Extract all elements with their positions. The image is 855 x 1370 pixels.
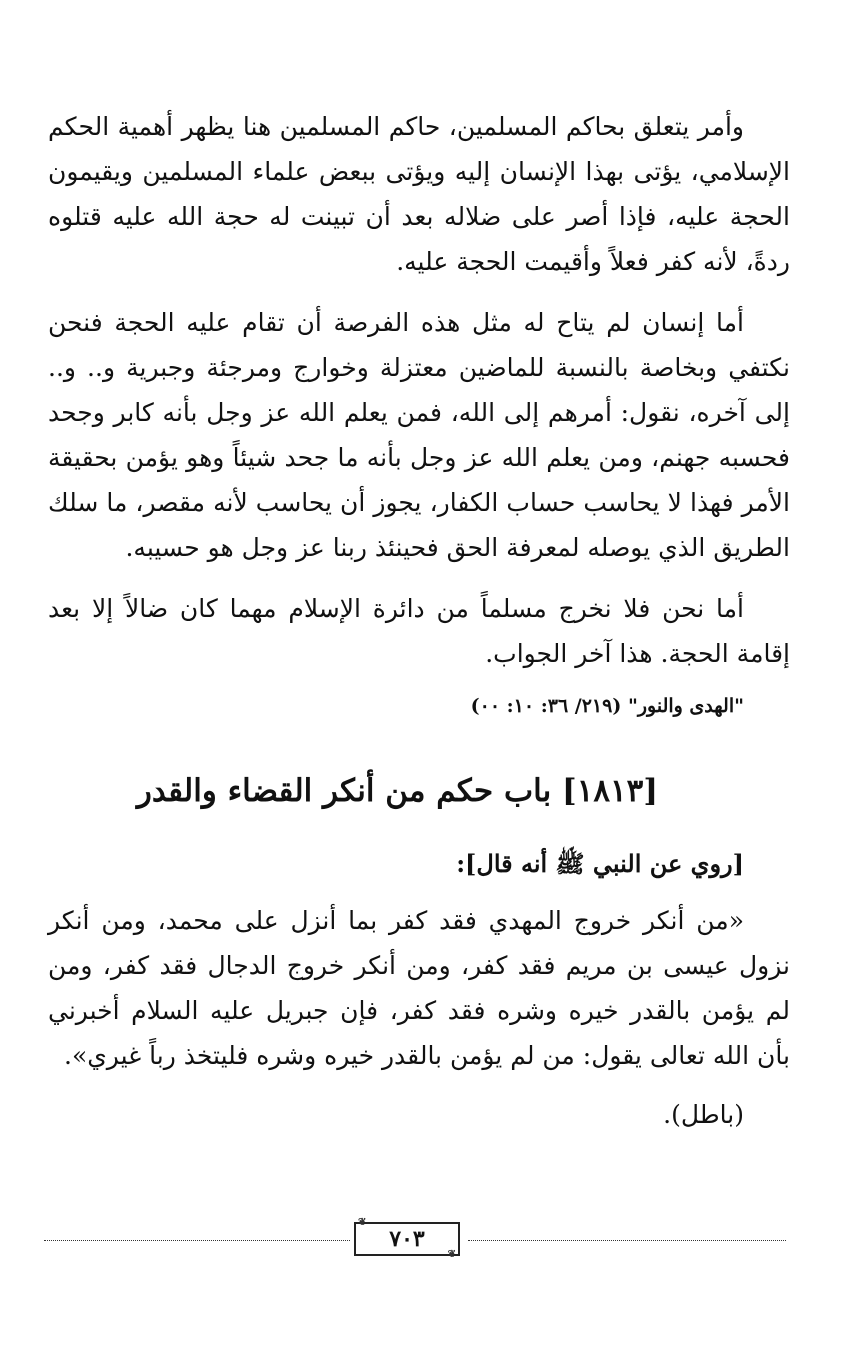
source-reference: "الهدى والنور" (٢١٩/ ٣٦: ١٠: ٠٠) bbox=[470, 695, 744, 717]
verdict-label: (باطل). bbox=[663, 1100, 744, 1129]
ornament-icon: ❦ bbox=[447, 1249, 456, 1260]
page-body bbox=[48, 104, 790, 1137]
hadith-text: «من أنكر خروج المهدي فقد كفر بما أنزل على محمد، ومن أنكر نزول عيسى بن مريم فقد كفر، ومن أنكر خروج الدجال فقد كفر، ومن لم يؤمن بالقدر خيره وشره فقد كفر، فإن جبريل عليه السلام أخبرني بأن الله تعالى يقول: من لم يؤمن بالقدر خيره وشره فليتخذ رباً غيري». bbox=[48, 906, 790, 1070]
footer-rule-left bbox=[44, 1240, 350, 1241]
page-number: ٧٠٣ bbox=[389, 1226, 425, 1252]
narration-intro: [روي عن النبي ﷺ أنه قال]: bbox=[456, 849, 744, 878]
footer-rule-right bbox=[468, 1240, 786, 1241]
page-footer bbox=[44, 1217, 786, 1262]
chapter-heading: [١٨١٣] باب حكم من أنكر القضاء والقدر bbox=[136, 773, 658, 809]
page-number-frame bbox=[354, 1217, 460, 1260]
paragraph-3: أما نحن فلا نخرج مسلماً من دائرة الإسلام مهما كان ضالاً إلا بعد إقامة الحجة. هذا آخر الجواب. bbox=[48, 594, 790, 668]
paragraph-2: أما إنسان لم يتاح له مثل هذه الفرصة أن تقام عليه الحجة فنحن نكتفي وبخاصة بالنسبة للماضين معتزلة وخوارج ومرجئة وجبرية و.. و.. إلى آخره، نقول: أمرهم إلى الله، فمن يعلم الله عز وجل بأنه كابر وجحد فحسبه جهنم، ومن يعلم الله عز وجل بأنه ما جحد شيئاً وهو يؤمن بحقيقة الأمر فهذا لا يحاسب حساب الكفار، يجوز أن يحاسب لأنه مقصر، ما سلك الطريق الذي يوصله لمعرفة الحق فحينئذ ربنا عز وجل هو حسيبه. bbox=[48, 308, 790, 562]
ornament-icon: ❦ bbox=[358, 1217, 367, 1228]
paragraph-1: وأمر يتعلق بحاكم المسلمين، حاكم المسلمين هنا يظهر أهمية الحكم الإسلامي، يؤتى بهذا الإنسان إليه ويؤتى ببعض علماء المسلمين ويقيمون الحجة عليه، فإذا أصر على ضلاله بعد أن تبينت له حجة الله عليه قتلوه ردةً، لأنه كفر فعلاً وأقيمت الحجة عليه. bbox=[48, 112, 790, 276]
